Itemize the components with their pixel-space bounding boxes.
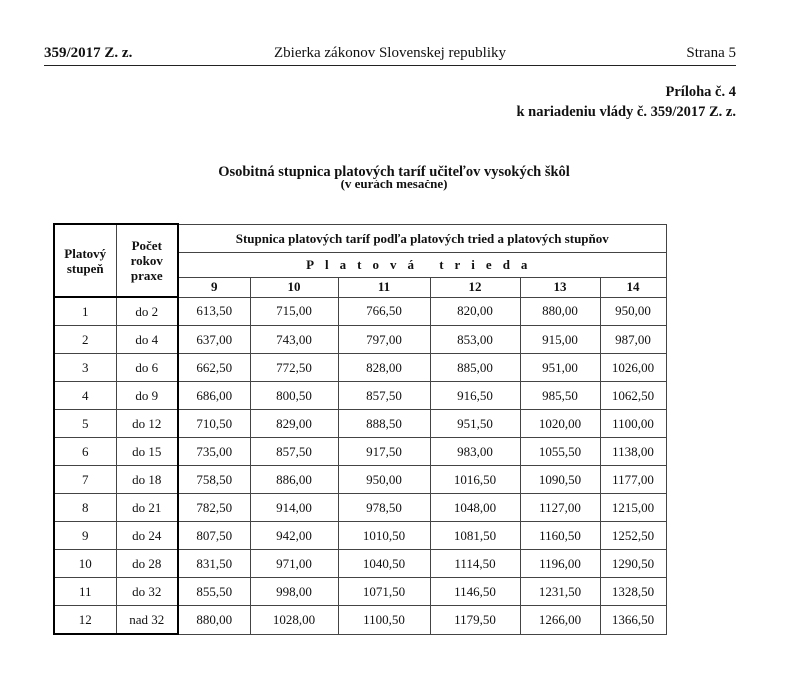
header-years (116, 224, 178, 297)
tariff-cell: 978,50 (338, 494, 430, 522)
tariff-cell: 637,00 (178, 326, 250, 354)
tariff-cell: 1146,50 (430, 578, 520, 606)
annex-label: Príloha č. 4 (665, 84, 736, 100)
tariff-cell: 735,00 (178, 438, 250, 466)
tariff-cell: 1062,50 (600, 382, 666, 410)
tariff-cell: 1090,50 (520, 466, 600, 494)
tariff-cell: 1290,50 (600, 550, 666, 578)
table-row (54, 522, 666, 550)
years-cell: do 6 (116, 354, 178, 382)
table-row (54, 438, 666, 466)
page-header (44, 43, 736, 66)
tariff-cell: 888,50 (338, 410, 430, 438)
class-number-9: 9 (178, 277, 250, 297)
tariff-cell: 971,00 (250, 550, 338, 578)
tariff-cell: 951,00 (520, 354, 600, 382)
grade-cell: 5 (54, 410, 116, 438)
gazette-number: 359/2017 Z. z. (44, 45, 133, 61)
tariff-cell: 743,00 (250, 326, 338, 354)
table-row (54, 550, 666, 578)
tariff-cell: 613,50 (178, 297, 250, 326)
tariff-cell: 1160,50 (520, 522, 600, 550)
tariff-cell: 831,50 (178, 550, 250, 578)
gazette-title: Zbierka zákonov Slovenskej republiky (273, 45, 507, 61)
tariff-cell: 1266,00 (520, 606, 600, 635)
grade-cell: 9 (54, 522, 116, 550)
years-cell: do 32 (116, 578, 178, 606)
tariff-cell: 985,50 (520, 382, 600, 410)
grade-cell: 1 (54, 297, 116, 326)
grade-cell: 2 (54, 326, 116, 354)
class-number-13: 13 (520, 277, 600, 297)
tariff-cell: 885,00 (430, 354, 520, 382)
grade-cell: 11 (54, 578, 116, 606)
years-cell: nad 32 (116, 606, 178, 635)
class-number-11: 11 (338, 277, 430, 297)
tariff-cell: 1020,00 (520, 410, 600, 438)
tariff-cell: 855,50 (178, 578, 250, 606)
tariff-cell: 1215,00 (600, 494, 666, 522)
salary-table-body (54, 224, 666, 634)
annex-reference: k nariadeniu vlády č. 359/2017 Z. z. (516, 104, 736, 120)
tariff-cell: 880,00 (520, 297, 600, 326)
tariff-cell: 917,50 (338, 438, 430, 466)
document-subtitle (0, 180, 788, 192)
tariff-cell: 916,50 (430, 382, 520, 410)
tariff-cell: 1179,50 (430, 606, 520, 635)
tariff-cell: 1127,00 (520, 494, 600, 522)
years-cell: do 12 (116, 410, 178, 438)
salary-table (53, 223, 667, 635)
tariff-cell: 1328,50 (600, 578, 666, 606)
tariff-cell: 828,00 (338, 354, 430, 382)
grade-cell: 3 (54, 354, 116, 382)
tariff-cell: 1366,50 (600, 606, 666, 635)
grade-cell: 4 (54, 382, 116, 410)
tariff-cell: 857,50 (250, 438, 338, 466)
tariff-cell: 829,00 (250, 410, 338, 438)
header-class: Platová trieda (178, 252, 666, 277)
table-row (54, 606, 666, 635)
grade-cell: 10 (54, 550, 116, 578)
grade-cell: 7 (54, 466, 116, 494)
table-row (54, 326, 666, 354)
years-cell: do 28 (116, 550, 178, 578)
tariff-cell: 1048,00 (430, 494, 520, 522)
tariff-cell: 886,00 (250, 466, 338, 494)
tariff-cell: 1055,50 (520, 438, 600, 466)
table-row (54, 466, 666, 494)
tariff-cell: 1252,50 (600, 522, 666, 550)
tariff-cell: 1028,00 (250, 606, 338, 635)
tariff-cell: 950,00 (600, 297, 666, 326)
class-number-12: 12 (430, 277, 520, 297)
tariff-cell: 880,00 (178, 606, 250, 635)
years-cell: do 18 (116, 466, 178, 494)
tariff-cell: 807,50 (178, 522, 250, 550)
header-group: Stupnica platových taríf podľa platových tried a platových stupňov (178, 224, 666, 252)
grade-cell: 6 (54, 438, 116, 466)
tariff-cell: 800,50 (250, 382, 338, 410)
table-row (54, 354, 666, 382)
tariff-cell: 797,00 (338, 326, 430, 354)
tariff-cell: 1081,50 (430, 522, 520, 550)
years-cell: do 2 (116, 297, 178, 326)
tariff-cell: 998,00 (250, 578, 338, 606)
tariff-cell: 1071,50 (338, 578, 430, 606)
grade-cell: 12 (54, 606, 116, 635)
tariff-cell: 942,00 (250, 522, 338, 550)
tariff-cell: 857,50 (338, 382, 430, 410)
years-cell: do 4 (116, 326, 178, 354)
grade-cell: 8 (54, 494, 116, 522)
header-grade-label: Platový stupeň (64, 245, 107, 276)
tariff-cell: 983,00 (430, 438, 520, 466)
tariff-cell: 1196,00 (520, 550, 600, 578)
tariff-cell: 1114,50 (430, 550, 520, 578)
tariff-cell: 915,00 (520, 326, 600, 354)
tariff-cell: 710,50 (178, 410, 250, 438)
years-cell: do 21 (116, 494, 178, 522)
years-cell: do 9 (116, 382, 178, 410)
tariff-cell: 950,00 (338, 466, 430, 494)
table-row (54, 382, 666, 410)
tariff-cell: 1231,50 (520, 578, 600, 606)
table-row (54, 297, 666, 326)
class-number-14: 14 (600, 277, 666, 297)
table-row (54, 494, 666, 522)
tariff-cell: 662,50 (178, 354, 250, 382)
tariff-cell: 1100,50 (338, 606, 430, 635)
tariff-cell: 1100,00 (600, 410, 666, 438)
tariff-cell: 766,50 (338, 297, 430, 326)
tariff-cell: 772,50 (250, 354, 338, 382)
tariff-cell: 853,00 (430, 326, 520, 354)
tariff-cell: 1138,00 (600, 438, 666, 466)
subtitle-text: (v eurách mesačne) (340, 180, 448, 191)
tariff-cell: 951,50 (430, 410, 520, 438)
tariff-cell: 715,00 (250, 297, 338, 326)
tariff-cell: 758,50 (178, 466, 250, 494)
tariff-cell: 686,00 (178, 382, 250, 410)
header-grade (54, 224, 116, 297)
tariff-cell: 1040,50 (338, 550, 430, 578)
tariff-cell: 1177,00 (600, 466, 666, 494)
tariff-cell: 987,00 (600, 326, 666, 354)
table-header-row (54, 224, 666, 252)
class-number-10: 10 (250, 277, 338, 297)
table-row (54, 578, 666, 606)
tariff-cell: 1016,50 (430, 466, 520, 494)
page-number: Strana 5 (686, 45, 736, 61)
header-years-label: Počet rokov praxe (130, 238, 163, 283)
years-cell: do 15 (116, 438, 178, 466)
years-cell: do 24 (116, 522, 178, 550)
table-row (54, 410, 666, 438)
tariff-cell: 1026,00 (600, 354, 666, 382)
tariff-cell: 914,00 (250, 494, 338, 522)
tariff-cell: 782,50 (178, 494, 250, 522)
tariff-cell: 1010,50 (338, 522, 430, 550)
document-title: Osobitná stupnica platových taríf učiteľov vysokých škôl (218, 164, 570, 180)
tariff-cell: 820,00 (430, 297, 520, 326)
